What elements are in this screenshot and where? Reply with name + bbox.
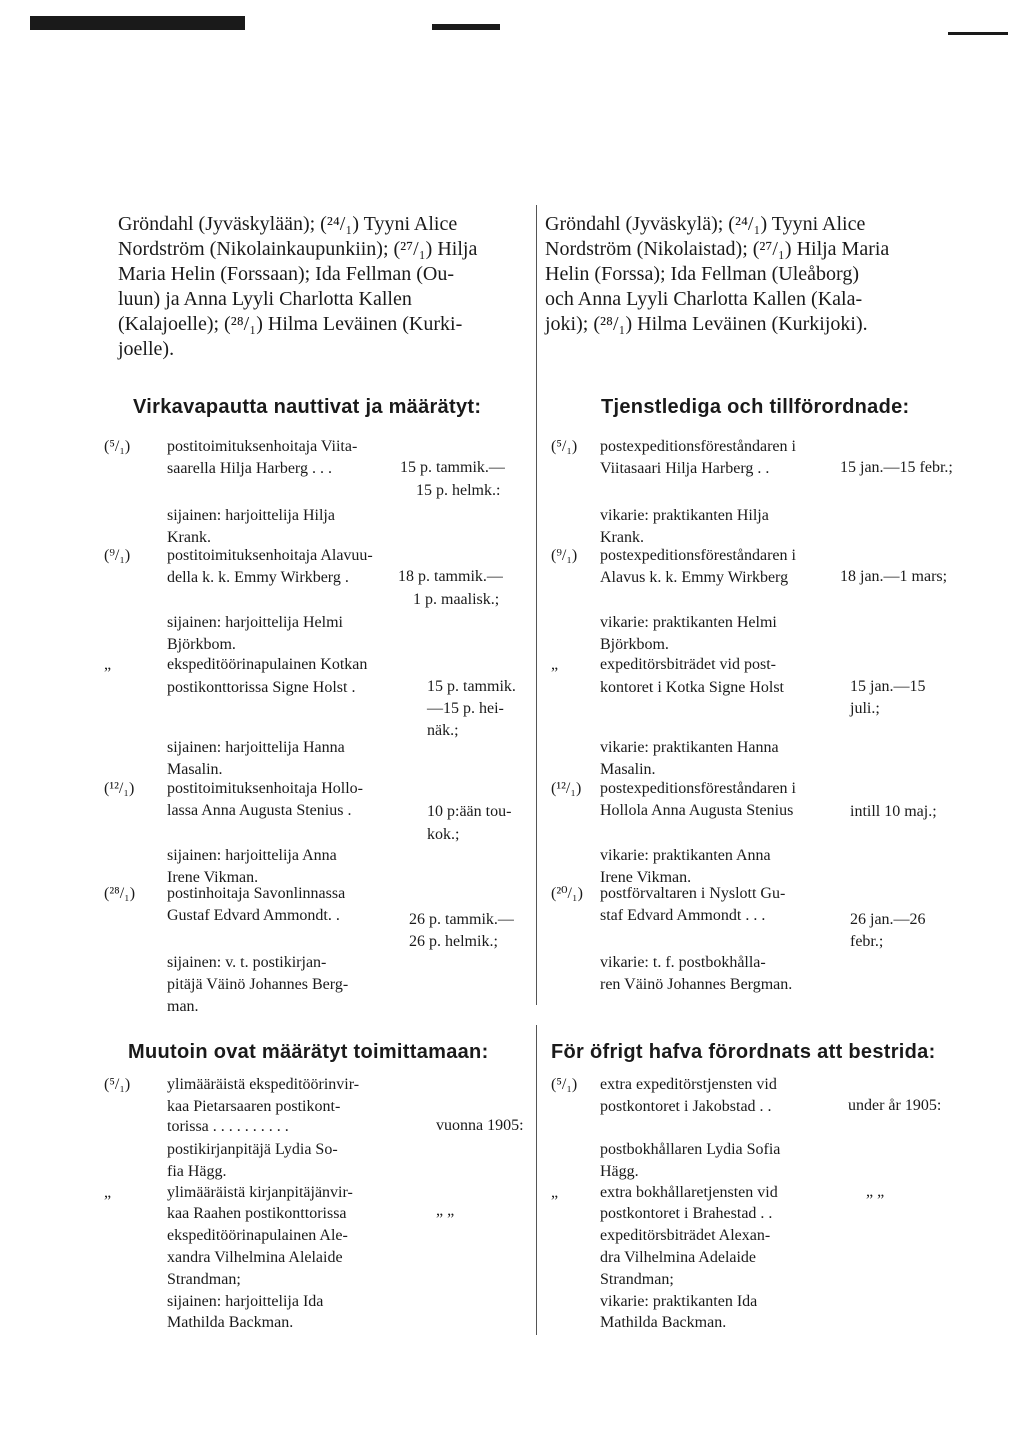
entry-line: Mathilda Backman. [167,1314,294,1331]
period: 26 p. helmik.; [409,933,498,950]
entry-line: ylimääräistä kirjanpitäjänvir- [167,1184,353,1201]
entry-line: Viitasaari Hilja Harberg . . [600,460,770,477]
entry-line: vikarie: praktikanten Ida [600,1293,758,1310]
period: „ „ [866,1183,885,1200]
entry-line: staf Edvard Ammondt . . . [600,907,766,924]
scan-artifact-center [432,24,500,30]
entry-line: sijainen: harjoittelija Ida [167,1293,324,1310]
intro-fi-line: joelle). [118,338,175,360]
entry-line: vikarie: praktikanten Helmi [600,614,777,631]
entry-line: lassa Anna Augusta Stenius . [167,802,352,819]
entry-line: della k. k. Emmy Wirkberg . [167,569,349,586]
entry-line: fia Hägg. [167,1163,227,1180]
entry-date: „ [551,1184,559,1201]
heading-fi-leave: Virkavapautta nauttivat ja määrätyt: [133,396,482,418]
entry-line: postikonttorissa Signe Holst . [167,679,356,696]
period: 18 jan.—1 mars; [840,568,948,585]
period: „ „ [436,1202,455,1219]
intro-sv-line: Gröndahl (Jyväskylä); (²⁴/₁) Tyyni Alice [545,213,866,235]
period: vuonna 1905: [436,1117,524,1134]
entry-line: dra Vilhelmina Adelaide [600,1249,757,1266]
entry-date: (¹²/₁) [104,780,135,797]
scan-artifact-right [948,32,1008,35]
entry-line: sijainen: harjoittelija Helmi [167,614,343,631]
intro-fi-line: Maria Helin (Forssaan); Ida Fellman (Ou- [118,263,455,285]
entry-line: Mathilda Backman. [600,1314,727,1331]
entry-line: Hägg. [600,1163,639,1180]
period: 18 p. tammik.— [398,568,503,585]
entry-line: ekspeditöörinapulainen Kotkan [167,656,368,673]
entry-line: sijainen: harjoittelija Hanna [167,739,345,756]
column-divider-lower [536,1025,537,1335]
entry-line: kaa Raahen postikonttorissa [167,1205,347,1222]
entry-line: extra bokhållaretjensten vid [600,1184,778,1201]
entry-line: Björkbom. [167,636,236,653]
entry-line: expeditörsbiträdet vid post- [600,656,776,673]
entry-line: Irene Vikman. [167,869,259,886]
period: 26 jan.—26 [850,911,926,928]
entry-line: extra expeditörstjensten vid [600,1076,777,1093]
period: näk.; [427,722,459,739]
entry-line: Masalin. [600,761,656,778]
entry-line: Irene Vikman. [600,869,692,886]
intro-fi-line: (Kalajoelle); (²⁸/₁) Hilma Leväinen (Kurki- [118,313,463,335]
entry-line: sijainen: harjoittelija Hilja [167,507,335,524]
scan-artifact-left [30,16,245,30]
entry-line: Strandman; [600,1271,674,1288]
period: 1 p. maalisk.; [413,591,500,608]
entry-line: saarella Hilja Harberg . . . [167,460,332,477]
period: kok.; [427,826,460,843]
period: —15 p. hei- [427,700,504,717]
entry-line: postförvaltaren i Nyslott Gu- [600,885,786,902]
entry-line: Strandman; [167,1271,241,1288]
entry-date: „ [104,656,112,673]
entry-line: sijainen: v. t. postikirjan- [167,954,327,971]
period: 10 p:ään tou- [427,803,512,820]
entry-line: Krank. [167,529,211,546]
entry-line: postitoimituksenhoitaja Alavuu- [167,547,373,564]
heading-sv-other: För öfrigt hafva förordnats att bestrida: [551,1041,936,1063]
entry-date: (¹²/₁) [551,780,582,797]
period: under år 1905: [848,1097,942,1114]
entry-line: postbokhållaren Lydia Sofia [600,1141,781,1158]
entry-line: Hollola Anna Augusta Stenius [600,802,794,819]
column-divider [536,205,537,1005]
entry-date: (²⁰/₁) [551,885,583,902]
intro-fi-line: Gröndahl (Jyväskylään); (²⁴/₁) Tyyni Alice [118,213,458,235]
heading-fi-other: Muutoin ovat määrätyt toimittamaan: [128,1041,489,1063]
entry-line: postkontoret i Jakobstad . . [600,1098,772,1115]
entry-line: man. [167,998,199,1015]
entry-date: (⁹/₁) [551,547,578,564]
period: 15 p. tammik. [427,678,516,695]
entry-date: (²⁸/₁) [104,885,136,902]
entry-line: xandra Vilhelmina Alelaide [167,1249,343,1266]
period: 26 p. tammik.— [409,911,514,928]
entry-line: vikarie: praktikanten Anna [600,847,771,864]
entry-line: postexpeditionsföreståndaren i [600,780,796,797]
entry-line: postexpeditionsföreståndaren i [600,547,796,564]
entry-line: Björkbom. [600,636,669,653]
period: 15 jan.—15 febr.; [840,459,953,476]
intro-sv-line: och Anna Lyyli Charlotta Kallen (Kala- [545,288,863,310]
entry-line: vikarie: praktikanten Hilja [600,507,769,524]
entry-date: (⁵/₁) [104,1076,131,1093]
entry-line: postitoimituksenhoitaja Viita- [167,438,358,455]
intro-sv-line: joki); (²⁸/₁) Hilma Leväinen (Kurkijoki). [545,313,868,335]
entry-line: expeditörsbiträdet Alexan- [600,1227,771,1244]
period: juli.; [850,700,880,717]
entry-line: Gustaf Edvard Ammondt. . [167,907,340,924]
intro-sv-line: Nordström (Nikolaistad); (²⁷/₁) Hilja Maria [545,238,890,260]
entry-line: kontoret i Kotka Signe Holst [600,679,784,696]
entry-line: postkontoret i Brahestad . . [600,1205,773,1222]
entry-date: (⁹/₁) [104,547,131,564]
entry-line: ylimääräistä ekspeditöörinvir- [167,1076,360,1093]
entry-date: (⁵/₁) [551,438,578,455]
entry-date: (⁵/₁) [551,1076,578,1093]
period: intill 10 maj.; [850,803,937,820]
period: 15 p. helmk.: [416,482,501,499]
entry-line: postikirjanpitäjä Lydia So- [167,1141,338,1158]
entry-line: kaa Pietarsaaren postikont- [167,1098,341,1115]
entry-line: ekspeditöörinapulainen Ale- [167,1227,348,1244]
entry-line: pitäjä Väinö Johannes Berg- [167,976,349,993]
entry-line: vikarie: t. f. postbokhålla- [600,954,766,971]
period: 15 jan.—15 [850,678,926,695]
entry-line: postexpeditionsföreståndaren i [600,438,796,455]
entry-line: torissa . . . . . . . . . . [167,1118,289,1135]
entry-line: Masalin. [167,761,223,778]
entry-line: ren Väinö Johannes Bergman. [600,976,793,993]
entry-line: sijainen: harjoittelija Anna [167,847,337,864]
entry-date: (⁵/₁) [104,438,131,455]
heading-sv-leave: Tjenstlediga och tillförordnade: [601,396,910,418]
period: 15 p. tammik.— [400,459,505,476]
intro-fi-line: Nordström (Nikolainkaupunkiin); (²⁷/₁) Hilja [118,238,478,260]
intro-sv-line: Helin (Forssa); Ida Fellman (Uleåborg) [545,263,859,285]
entry-line: postinhoitaja Savonlinnassa [167,885,346,902]
intro-fi-line: luun) ja Anna Lyyli Charlotta Kallen [118,288,412,310]
entry-line: Krank. [600,529,644,546]
period: febr.; [850,933,884,950]
entry-line: vikarie: praktikanten Hanna [600,739,779,756]
entry-line: Alavus k. k. Emmy Wirkberg [600,569,789,586]
entry-date: „ [551,656,559,673]
entry-date: „ [104,1184,112,1201]
entry-line: postitoimituksenhoitaja Hollo- [167,780,363,797]
